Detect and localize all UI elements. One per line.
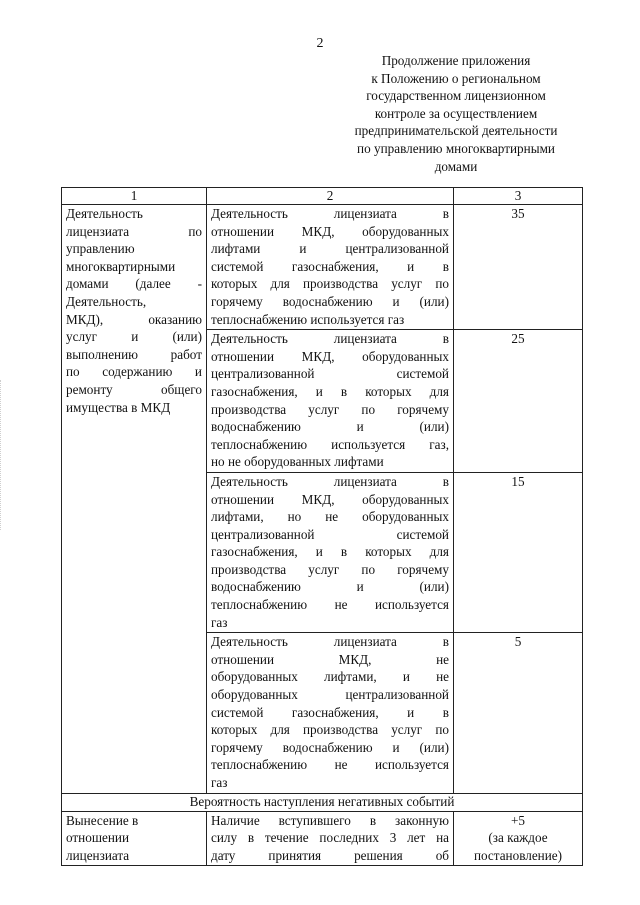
header-line: контроле за осуществлением: [374, 105, 538, 121]
cell-line: оборудованных централизованной: [211, 687, 449, 703]
cell-line: управлению: [66, 241, 135, 257]
header-line: государственном лицензионном: [366, 88, 546, 104]
header-line: к Положению о региональном: [371, 70, 541, 86]
cell-line: услуг и (или): [66, 329, 202, 345]
cell-line: выполнению работ: [66, 346, 202, 362]
section-row: [62, 793, 583, 811]
page-number: 2: [316, 36, 324, 51]
cell-line: (за каждое: [488, 830, 548, 846]
cell-line: которых для производства услуг по: [211, 722, 449, 738]
column-header: 3: [454, 188, 583, 205]
cell-line: отношении МКД, не: [211, 651, 449, 667]
activity-cell: [62, 205, 207, 794]
cell-line: Деятельность лицензиата в: [211, 331, 449, 347]
header-line: домами: [434, 158, 478, 174]
score-value: 5: [454, 633, 583, 793]
cell-line: лицензиата по: [66, 223, 202, 239]
column-header: 1: [62, 188, 207, 205]
cell-line: теплоснабжению используется газ,: [211, 436, 449, 452]
cell-line: но не оборудованных лифтами: [211, 454, 384, 470]
score-value: +5: [510, 812, 526, 828]
cell-line: лифтами, но не оборудованных: [211, 509, 449, 525]
table-row: [62, 811, 583, 866]
activity-cell: [62, 811, 207, 866]
cell-line: газоснабжения, и в которых для: [211, 544, 449, 560]
cell-line: Вынесение в: [66, 812, 139, 828]
cell-line: газ: [211, 614, 228, 630]
header-line: по управлению многоквартирными: [357, 140, 555, 156]
cell-line: централизованной системой: [211, 526, 449, 542]
cell-line: по содержанию и: [66, 364, 202, 380]
score-value: 15: [454, 472, 583, 632]
cell-line: лифтами и централизованной: [211, 241, 449, 257]
scan-margin-mark: [0, 380, 4, 530]
cell-line: отношении: [66, 830, 130, 846]
cell-line: горячему водоснабжению и (или): [211, 293, 449, 309]
cell-line: отношении МКД, оборудованных: [211, 491, 449, 507]
description-cell: [207, 205, 454, 330]
cell-line: оборудованных лифтами, и не: [211, 669, 449, 685]
risk-table: [61, 187, 583, 866]
cell-line: теплоснабжению не используется: [211, 757, 449, 773]
column-header: 2: [207, 188, 454, 205]
cell-line: водоснабжению и (или): [211, 419, 449, 435]
cell-line: ремонту общего: [66, 381, 202, 397]
header-line: Продолжение приложения: [381, 53, 531, 68]
cell-line: теплоснабжению не используется: [211, 597, 449, 613]
cell-line: отношении МКД, оборудованных: [211, 223, 449, 239]
description-cell: [207, 472, 454, 632]
cell-line: системой газоснабжения, и в: [211, 258, 449, 274]
description-cell: [207, 330, 454, 473]
section-title: Вероятность наступления негативных событий: [62, 793, 583, 811]
cell-line: Деятельность лицензиата в: [211, 206, 449, 221]
score-cell: [454, 811, 583, 866]
cell-line: многоквартирными: [66, 258, 176, 274]
cell-line: производства услуг по горячему: [211, 561, 449, 577]
description-cell: [207, 811, 454, 866]
header-line: предпринимательской деятельности: [354, 123, 558, 139]
score-value: 25: [454, 330, 583, 473]
table-header-row: [62, 188, 583, 205]
cell-line: газ: [211, 775, 228, 790]
cell-line: Деятельность лицензиата в: [211, 473, 449, 489]
cell-line: МКД), оказанию: [66, 311, 202, 327]
cell-line: системой газоснабжения, и в: [211, 704, 449, 720]
appendix-header: [330, 52, 582, 175]
cell-line: которых для производства услуг по: [211, 276, 449, 292]
cell-line: горячему водоснабжению и (или): [211, 739, 449, 755]
cell-line: водоснабжению и (или): [211, 579, 449, 595]
cell-line: отношении МКД, оборудованных: [211, 348, 449, 364]
cell-line: Наличие вступившего в законную: [211, 812, 449, 828]
description-cell: [207, 633, 454, 793]
cell-line: домами (далее -: [66, 276, 202, 292]
cell-line: имущества в МКД: [66, 399, 171, 415]
cell-line: дату принятия решения об: [211, 847, 449, 863]
cell-line: Деятельность лицензиата в: [211, 634, 449, 650]
cell-line: силу в течение последних 3 лет на: [211, 830, 449, 846]
cell-line: производства услуг по горячему: [211, 401, 449, 417]
cell-line: теплоснабжению используется газ: [211, 311, 405, 327]
cell-line: централизованной системой: [211, 366, 449, 382]
score-value: 35: [454, 205, 583, 330]
table-row: [62, 205, 583, 330]
cell-line: Деятельность,: [66, 293, 147, 309]
cell-line: Деятельность: [66, 206, 143, 221]
cell-line: постановление): [473, 847, 563, 863]
cell-line: газоснабжения, и в которых для: [211, 383, 449, 399]
cell-line: лицензиата: [66, 847, 130, 863]
